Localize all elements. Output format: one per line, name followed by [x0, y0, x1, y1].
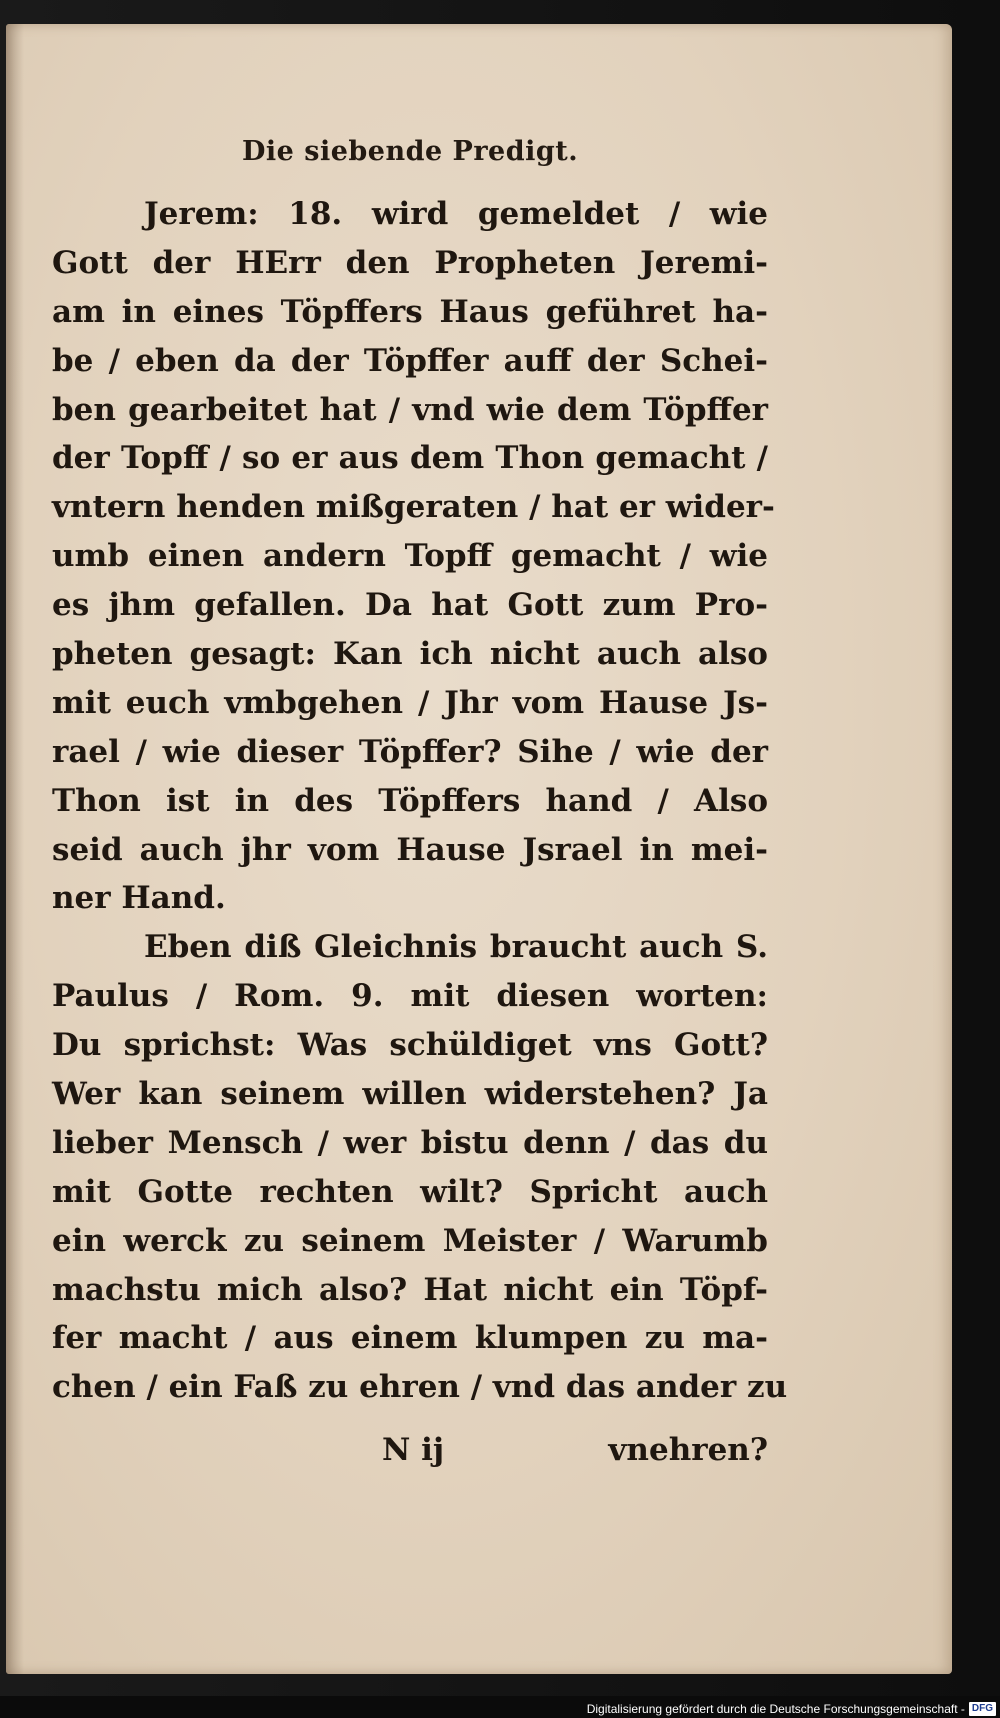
text-line: Du sprichst: Was schüldiget vns Gott? [52, 1027, 768, 1064]
footer-bar [0, 1696, 1000, 1718]
text-line: Eben diß Gleichnis braucht auch S. [144, 929, 768, 966]
page-foot [52, 1432, 768, 1482]
text-line: es jhm gefallen. Da hat Gott zum Pro- [52, 587, 768, 624]
text-line: Wer kan seinem willen widerstehen? Ja [52, 1076, 768, 1113]
text-line: chen / ein Faß zu ehren / vnd das ander zu [52, 1369, 788, 1406]
funding-text: Digitalisierung gefördert durch die Deutsche Forschungsgemeinschaft - [586, 1702, 965, 1716]
body-text [52, 190, 788, 1412]
text-line: vntern henden mißgeraten / hat er wider- [52, 489, 775, 526]
book-page [6, 24, 952, 1674]
text-line: Paulus / Rom. 9. mit diesen worten: [52, 978, 768, 1015]
text-line: lieber Mensch / wer bistu denn / das du [52, 1124, 768, 1161]
text-line: ein werck zu seinem Meister / Warumb [52, 1222, 768, 1259]
signature-mark: N ij [382, 1432, 445, 1468]
text-line: Jerem: 18. wird gemeldet / wie [144, 196, 768, 232]
text-line: rael / wie dieser Töpffer? Sihe / wie der [52, 733, 768, 770]
text-line: Thon ist in des Töpffers hand / Also [52, 782, 768, 819]
text-line: mit euch vmbgehen / Jhr vom Hause Js- [52, 684, 768, 721]
funding-note [587, 1702, 996, 1716]
text-line: umb einen andern Topff gemacht / wie [52, 538, 768, 575]
text-line: Gott der HErr den Propheten Jeremi- [52, 244, 768, 281]
text-line: ner Hand. [52, 880, 226, 917]
text-line: be / eben da der Töpffer auff der Schei- [52, 342, 768, 379]
text-line: ben gearbeitet hat / vnd wie dem Töpffer [52, 391, 768, 428]
text-line: der Topff / so er aus dem Thon gemacht / [52, 440, 768, 477]
running-head: Die siebende Predigt. [242, 136, 579, 167]
text-line: machstu mich also? Hat nicht ein Töpf- [52, 1271, 768, 1308]
text-line: mit Gotte rechten wilt? Spricht auch [52, 1173, 768, 1210]
catchword: vnehren? [608, 1432, 768, 1468]
text-line: pheten gesagt: Kan ich nicht auch also [52, 636, 768, 673]
text-line: fer macht / aus einem klumpen zu ma- [52, 1320, 768, 1357]
text-line: am in eines Töpffers Haus geführet ha- [52, 293, 768, 330]
dfg-logo: DFG [969, 1702, 996, 1716]
text-line: seid auch jhr vom Hause Jsrael in mei- [52, 831, 768, 868]
